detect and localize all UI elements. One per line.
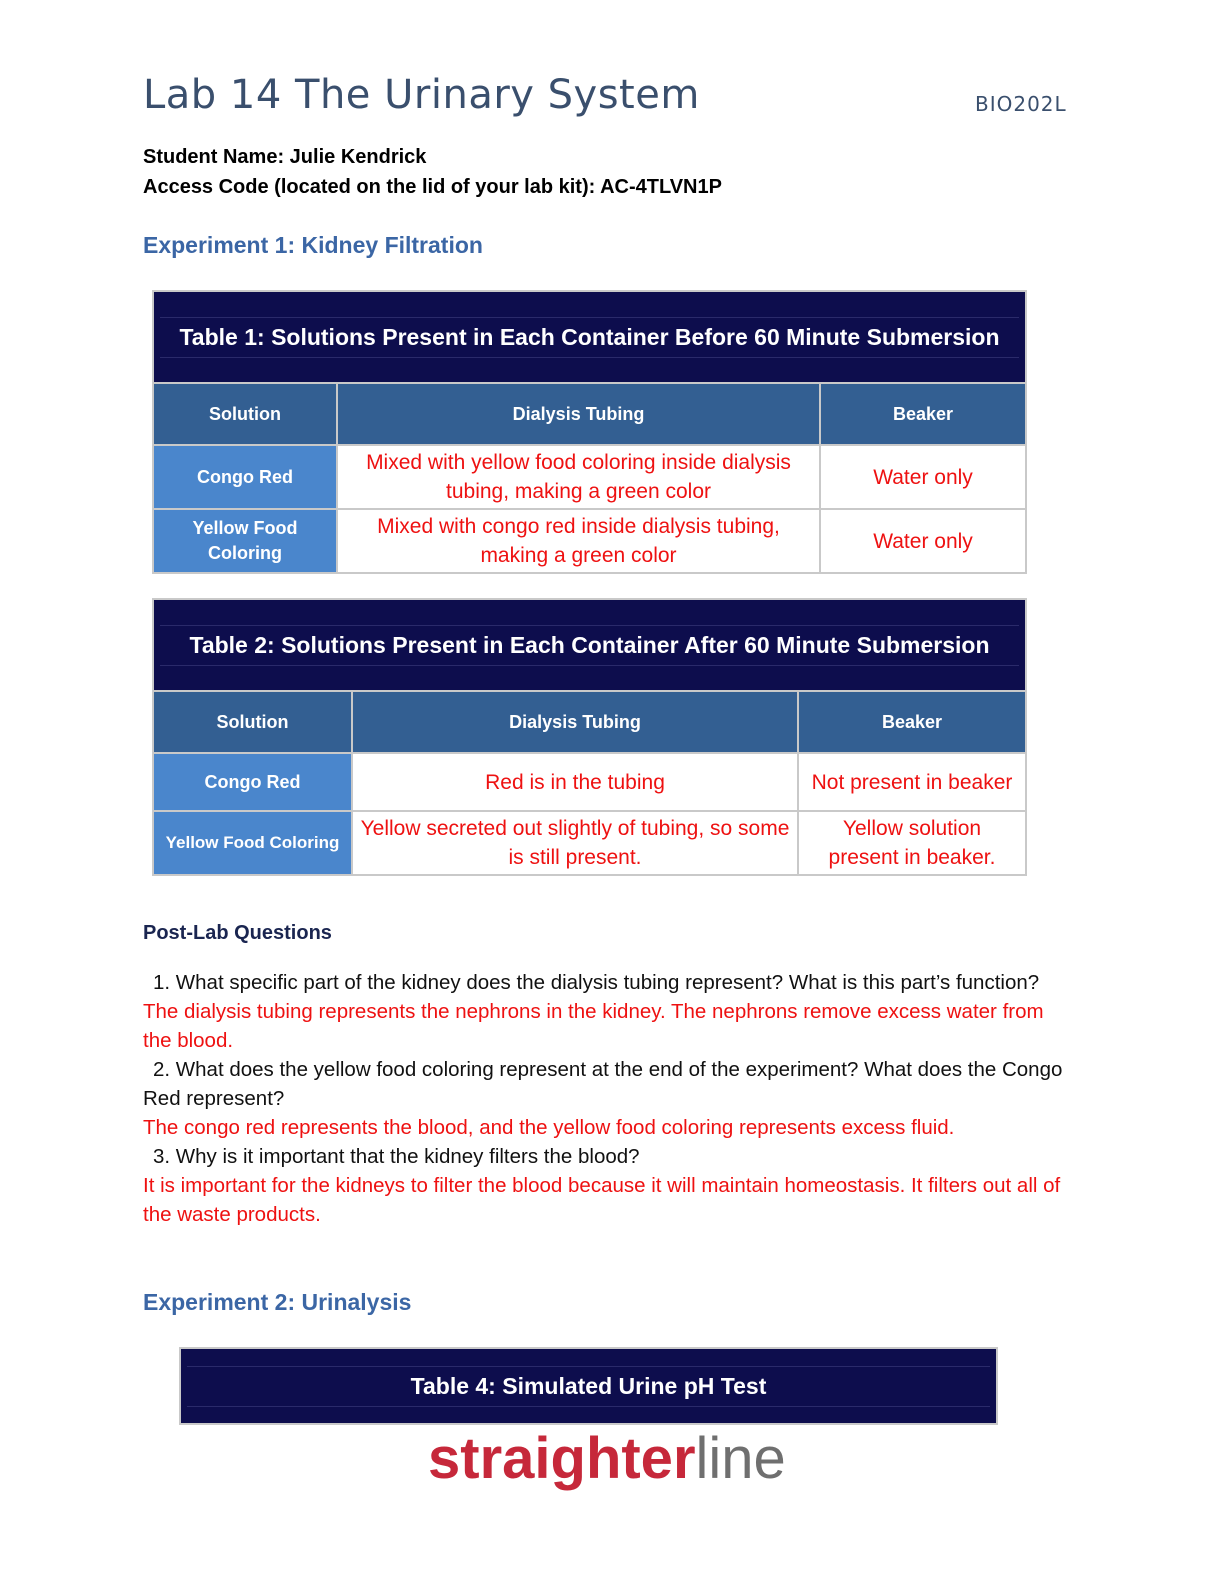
course-code: BIO202L: [975, 92, 1067, 116]
column-header: Dialysis Tubing: [352, 691, 798, 753]
row-header: Congo Red: [153, 445, 337, 509]
row-header: Congo Red: [153, 753, 352, 811]
table-cell: Water only: [820, 509, 1026, 573]
table-4-caption: Table 4: Simulated Urine pH Test: [180, 1348, 997, 1424]
table-cell: Mixed with yellow food coloring inside dialysis tubing, making a green color: [337, 445, 820, 509]
student-name: Student Name: Julie Kendrick: [143, 146, 427, 168]
column-header: Dialysis Tubing: [337, 383, 820, 445]
row-header: Yellow Food Coloring: [153, 811, 352, 875]
table-cell: Not present in beaker: [798, 753, 1026, 811]
table-cell: Water only: [820, 445, 1026, 509]
table-1-caption: Table 1: Solutions Present in Each Container Before 60 Minute Submersion: [153, 291, 1026, 383]
answer-2: The congo red represents the blood, and the yellow food coloring represents excess fluid.: [143, 1116, 955, 1139]
table-cell: Yellow secreted out slightly of tubing, so some is still present.: [352, 811, 798, 875]
column-header: Solution: [153, 691, 352, 753]
question-1: 1. What specific part of the kidney does the dialysis tubing represent? What is this part’s function?: [153, 971, 1040, 994]
straighterline-logo: straighterline: [428, 1426, 786, 1491]
answer-1: The dialysis tubing represents the nephrons in the kidney. The nephrons remove excess water from the blood.: [143, 1000, 1044, 1052]
column-header: Beaker: [820, 383, 1026, 445]
experiment-2-heading: Experiment 2: Urinalysis: [143, 1289, 412, 1315]
access-code: Access Code (located on the lid of your lab kit): AC-4TLVN1P: [143, 176, 722, 198]
column-header: Beaker: [798, 691, 1026, 753]
table-cell: Red is in the tubing: [352, 753, 798, 811]
table-row: [153, 753, 1026, 811]
table-4: [179, 1347, 998, 1425]
experiment-1-heading: Experiment 1: Kidney Filtration: [143, 232, 483, 258]
question-3: 3. Why is it important that the kidney filters the blood?: [153, 1145, 640, 1168]
table-row: [153, 811, 1026, 875]
table-1: [152, 290, 1027, 574]
table-cell: Yellow solution present in beaker.: [798, 811, 1026, 875]
table-2-caption: Table 2: Solutions Present in Each Container After 60 Minute Submersion: [153, 599, 1026, 691]
question-2: 2. What does the yellow food coloring represent at the end of the experiment? What does the Congo Red represent?: [143, 1058, 1063, 1110]
column-header: Solution: [153, 383, 337, 445]
table-2: [152, 598, 1027, 876]
post-lab-questions: [143, 968, 1073, 1229]
table-row: [153, 509, 1026, 573]
page-title: Lab 14 The Urinary System: [143, 72, 700, 118]
table-cell: Mixed with congo red inside dialysis tubing, making a green color: [337, 509, 820, 573]
answer-3: It is important for the kidneys to filter the blood because it will maintain homeostasis. It filters out all of the waste products.: [143, 1174, 1061, 1226]
row-header: Yellow Food Coloring: [153, 509, 337, 573]
post-lab-heading: Post-Lab Questions: [143, 922, 332, 944]
table-row: [153, 445, 1026, 509]
